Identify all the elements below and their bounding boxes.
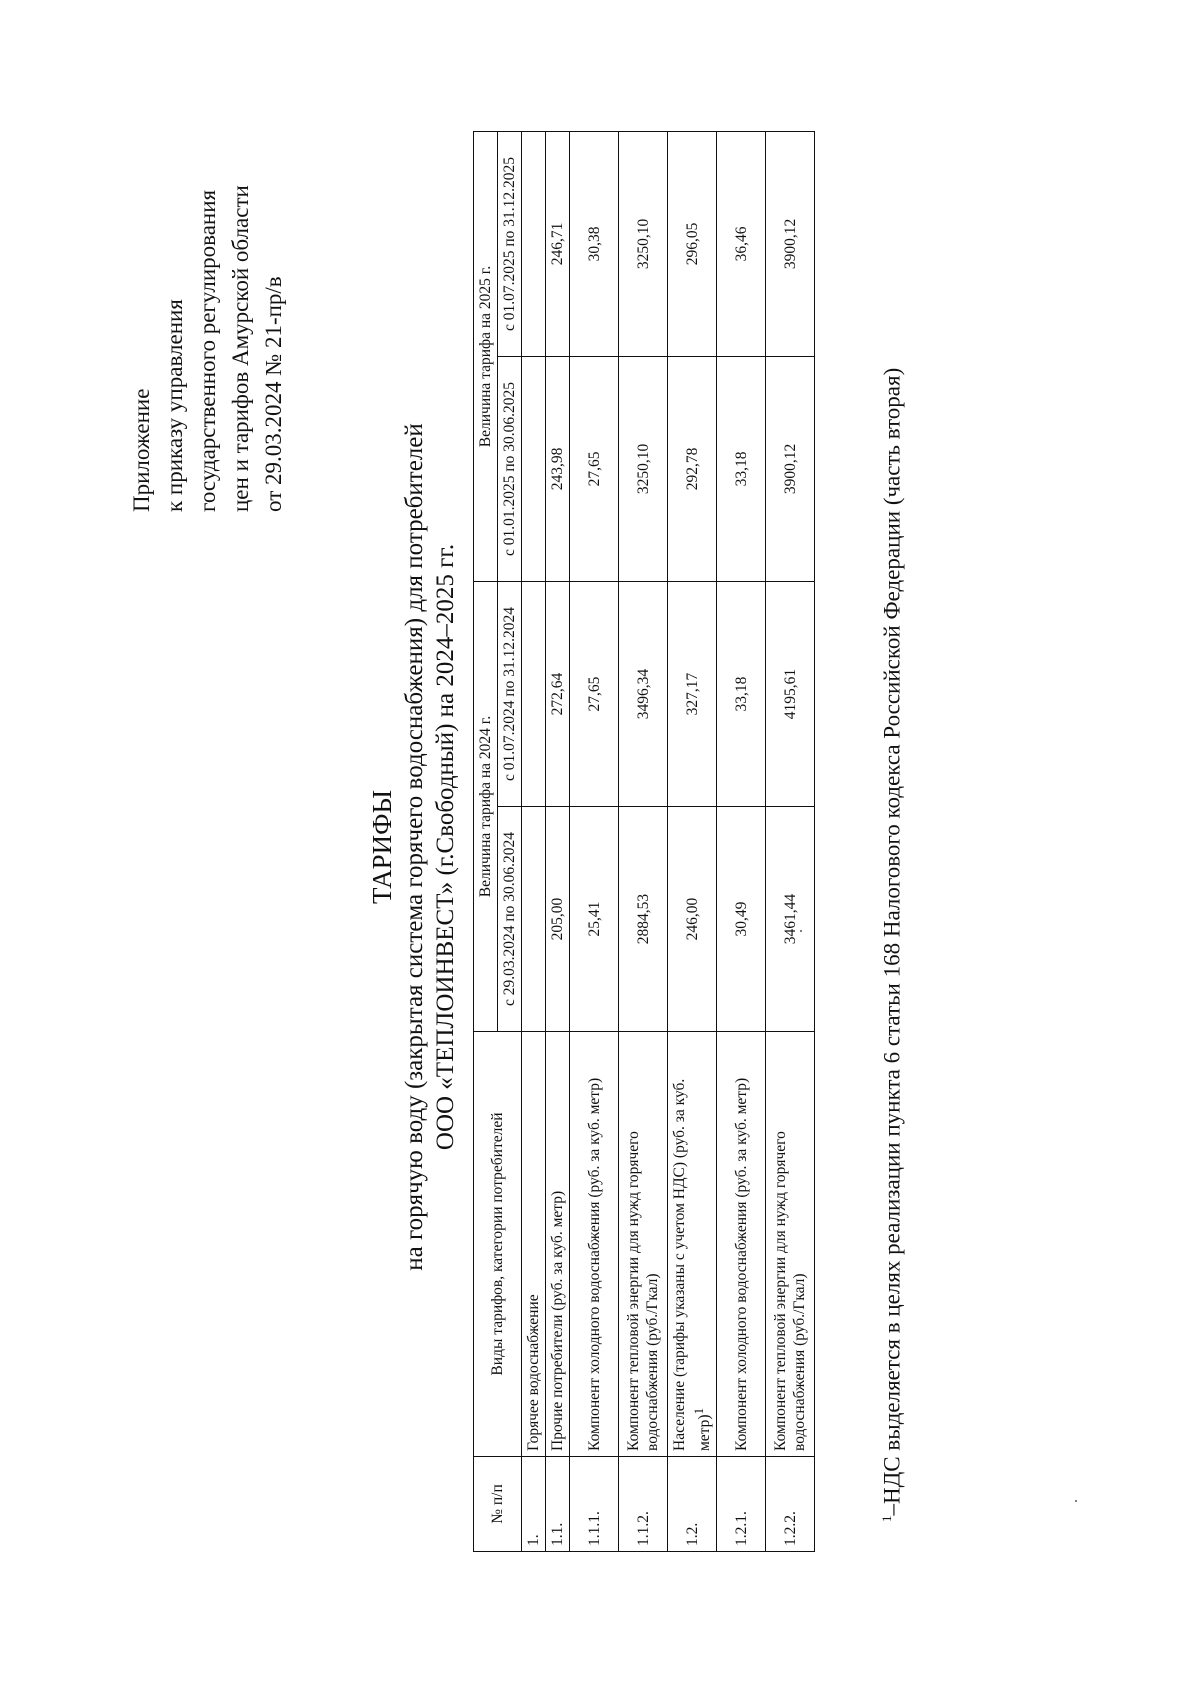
row-value xyxy=(522,807,546,1032)
table-row xyxy=(522,131,546,1551)
row-value: 292,78 xyxy=(668,356,717,581)
document-page xyxy=(65,62,1135,1632)
row-value: 2884,53 xyxy=(619,807,668,1032)
footnote xyxy=(873,368,907,1522)
row-value: 272,64 xyxy=(546,581,570,806)
header-number: № п/п xyxy=(474,1457,522,1552)
table-row xyxy=(619,131,668,1551)
row-name: Прочие потребители (руб. за куб. метр) xyxy=(546,1032,570,1457)
row-value: 3250,10 xyxy=(619,131,668,356)
header-group-2025: Величина тарифа на 2025 г. xyxy=(474,131,498,581)
row-number: 1.1. xyxy=(546,1457,570,1552)
header-period: с 01.07.2024 по 31.12.2024 xyxy=(498,581,522,806)
row-value: 27,65 xyxy=(570,581,619,806)
header-tariff-type: Виды тарифов, категории потребителей xyxy=(474,1032,522,1457)
row-name: Компонент холодного водоснабжения (руб. за куб. метр) xyxy=(717,1032,766,1457)
header-group-2024: Величина тарифа на 2024 г. xyxy=(474,581,498,1031)
table-row xyxy=(766,131,815,1551)
row-number: 1. xyxy=(522,1457,546,1552)
row-value: 25,41 xyxy=(570,807,619,1032)
table-row xyxy=(546,131,570,1551)
footnote-reference: 1 xyxy=(691,1407,706,1415)
scan-speck xyxy=(800,930,802,932)
appendix-line: цен и тарифов Амурской области xyxy=(228,185,253,512)
row-value: 33,18 xyxy=(717,356,766,581)
document-title xyxy=(365,62,461,1632)
row-value: 27,65 xyxy=(570,356,619,581)
appendix-line: от 29.03.2024 № 21-пр/в xyxy=(261,276,286,512)
table-row xyxy=(668,131,717,1551)
header-period: с 29.03.2024 по 30.06.2024 xyxy=(498,807,522,1032)
row-value: 243,98 xyxy=(546,356,570,581)
row-value xyxy=(522,131,546,356)
appendix-line: государственного регулирования xyxy=(195,189,220,512)
row-value: 246,00 xyxy=(668,807,717,1032)
row-value: 3496,34 xyxy=(619,581,668,806)
header-period: с 01.01.2025 по 30.06.2025 xyxy=(498,356,522,581)
row-value xyxy=(522,356,546,581)
row-value: 3900,12 xyxy=(766,356,815,581)
row-number: 1.1.1. xyxy=(570,1457,619,1552)
scan-speck xyxy=(1075,1500,1077,1502)
row-name: Горячее водоснабжение xyxy=(522,1032,546,1457)
appendix-line: к приказу управления xyxy=(162,299,187,512)
row-value: 30,49 xyxy=(717,807,766,1032)
row-value: 33,18 xyxy=(717,581,766,806)
row-value: 296,05 xyxy=(668,131,717,356)
header-period: с 01.07.2025 по 31.12.2025 xyxy=(498,131,522,356)
row-value: 36,46 xyxy=(717,131,766,356)
row-value: 3250,10 xyxy=(619,356,668,581)
row-value: 4195,61 xyxy=(766,581,815,806)
tariff-table xyxy=(473,131,815,1552)
row-value: 3461,44 xyxy=(766,807,815,1032)
row-value: 205,00 xyxy=(546,807,570,1032)
row-number: 1.1.2. xyxy=(619,1457,668,1552)
row-number: 1.2. xyxy=(668,1457,717,1552)
row-name: Компонент холодного водоснабжения (руб. за куб. метр) xyxy=(570,1032,619,1457)
table-row xyxy=(570,131,619,1551)
footnote-text: –НДС выделяется в целях реализации пункта 6 статьи 168 Налогового кодекса Российской Федерации (часть вторая) xyxy=(879,367,905,1516)
footnote-mark: 1 xyxy=(879,1515,894,1522)
row-name: Компонент тепловой энергии для нужд горячего водоснабжения (руб./Гкал) xyxy=(619,1032,668,1457)
table-row xyxy=(717,131,766,1551)
row-name xyxy=(668,1032,717,1457)
row-name-text: Население (тарифы указаны с учетом НДС) (руб. за куб. метр) xyxy=(671,1078,714,1451)
row-number: 1.2.2. xyxy=(766,1457,815,1552)
row-value: 327,17 xyxy=(668,581,717,806)
title-main: ТАРИФЫ xyxy=(367,789,397,905)
title-organization: ООО «ТЕПЛОИНВЕСТ» (г.Свободный) на 2024–2025 гг. xyxy=(432,543,459,1151)
row-value: 30,38 xyxy=(570,131,619,356)
row-number: 1.2.1. xyxy=(717,1457,766,1552)
row-name: Компонент тепловой энергии для нужд горячего водоснабжения (руб./Гкал) xyxy=(766,1032,815,1457)
appendix-line: Приложение xyxy=(129,388,154,512)
row-value: 246,71 xyxy=(546,131,570,356)
title-subtitle: на горячую воду (закрытая система горячего водоснабжения) для потребителей xyxy=(401,423,428,1271)
row-value: 3900,12 xyxy=(766,131,815,356)
appendix-header xyxy=(125,185,290,512)
row-value xyxy=(522,581,546,806)
